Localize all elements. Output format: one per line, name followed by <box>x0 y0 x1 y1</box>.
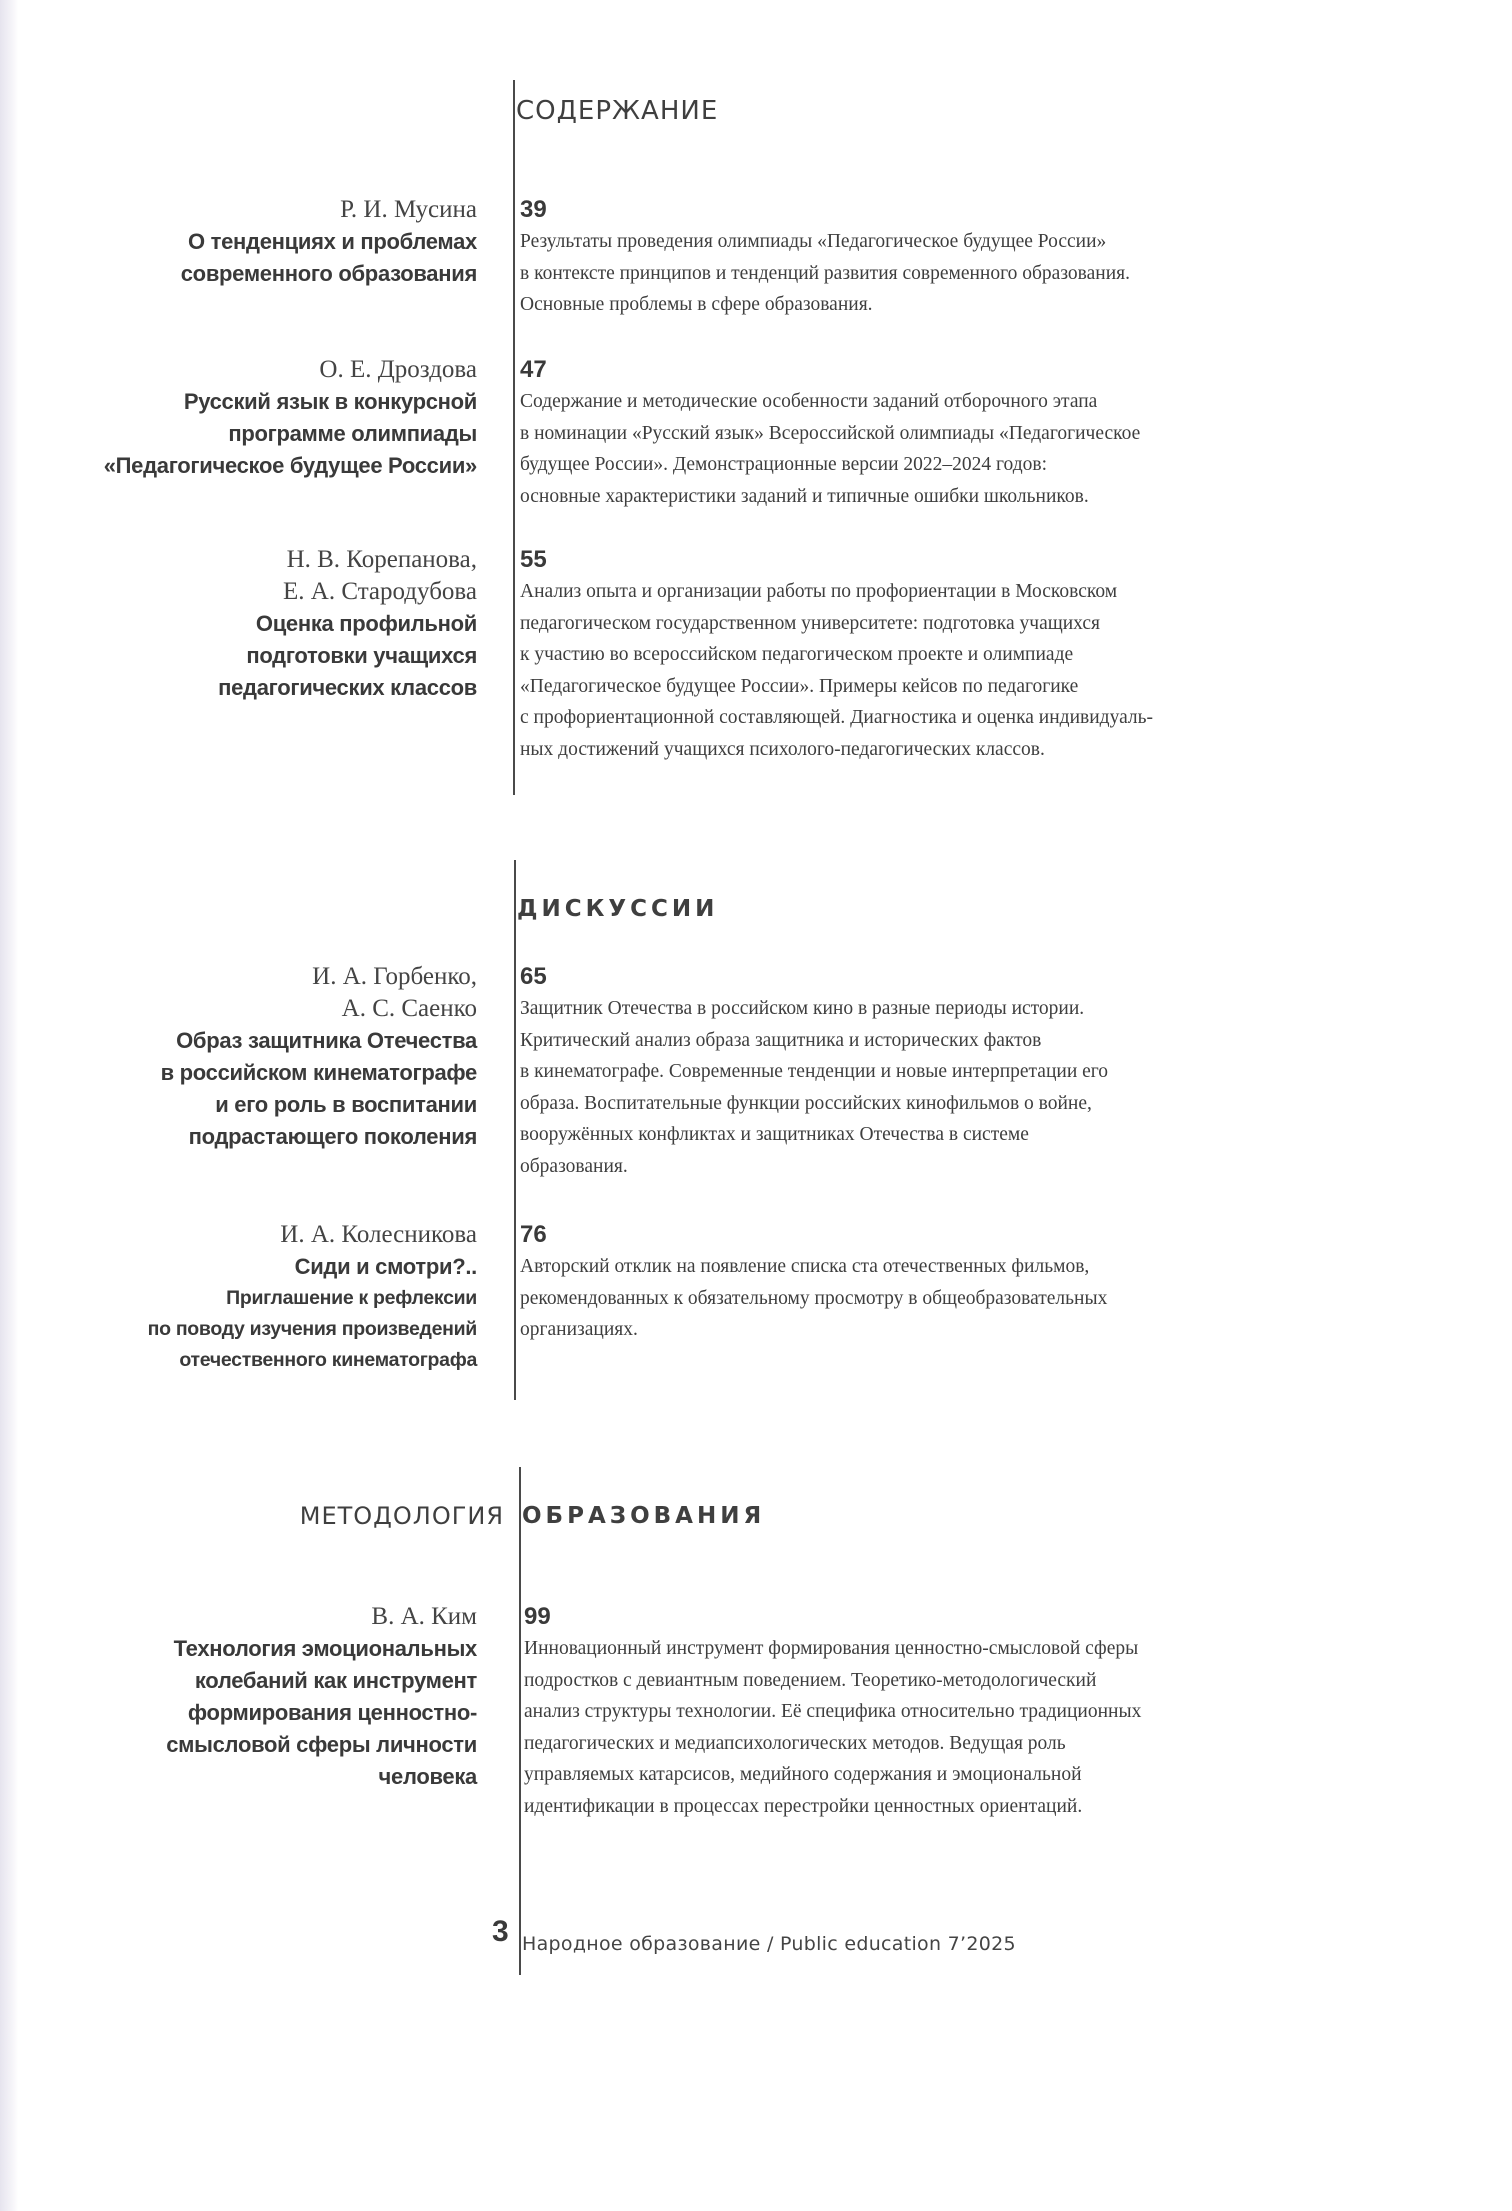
page-title: СОДЕРЖАНИЕ <box>516 96 719 126</box>
entry-description: Защитник Отечества в российском кино в разные периоды истории. Критический анализ образа защитника и исторических фактов в кинематографе. Современные тенденции и новые интерпретации его образа. Воспитательные функции российских кинофильмов о войне, вооружённых конфликтах и защитниках Отечества в системе образования. <box>520 998 1109 1177</box>
entry-title: О тенденциях и проблемах <box>188 229 477 254</box>
column-divider <box>513 80 515 795</box>
toc-entry[interactable] <box>520 961 1340 1182</box>
toc-entry[interactable] <box>520 354 1340 512</box>
entry-author: А. С. Саенко <box>341 995 477 1022</box>
toc-entry-left <box>17 544 477 704</box>
toc-entry[interactable] <box>520 1219 1340 1346</box>
entry-title: программе олимпиады <box>228 421 477 446</box>
entry-author: О. Е. Дроздова <box>319 356 477 383</box>
entry-author: И. А. Колесникова <box>280 1221 477 1248</box>
entry-author: Р. И. Мусина <box>340 196 477 223</box>
entry-page-number[interactable]: 65 <box>520 963 547 990</box>
entry-page-number[interactable]: 76 <box>520 1221 547 1248</box>
journal-footer: Народное образование / Public education 7’2025 <box>522 1933 1016 1955</box>
entry-page-number[interactable]: 39 <box>520 196 547 223</box>
entry-title: формирования ценностно- <box>187 1700 477 1725</box>
page-number: 3 <box>492 1915 509 1948</box>
entry-author: И. А. Горбенко, <box>312 963 477 990</box>
entry-title: Русский язык в конкурсной <box>183 389 477 414</box>
entry-description: Инновационный инструмент формирования ценностно-смысловой сферы подростков с девиантным поведением. Теоретико-методологический анализ структуры технологии. Её специфика относительно традиционных педагогических и медиапсихологических методов. Ведущая роль управляемых катарсисов, медийного содержания и эмоциональной идентификации в процессах перестройки ценностных ориентаций. <box>524 1638 1142 1817</box>
entry-title: смысловой сферы личности <box>166 1732 477 1757</box>
toc-entry[interactable] <box>520 544 1340 765</box>
section-heading-methodology-left: МЕТОДОЛОГИЯ <box>299 1502 504 1530</box>
entry-page-number[interactable]: 47 <box>520 356 547 383</box>
entry-description: Анализ опыта и организации работы по профориентации в Московском педагогическом государственном университете: подготовка учащихся к участию во всероссийском педагогическом проекте и олимпиаде «Педагогическое будущее России». Примеры кейсов по педагогике с профориентационной составляющей. Диагностика и оценка индивидуаль- ных достижений учащихся психолого-педагогических классов. <box>520 581 1154 760</box>
entry-description: Содержание и методические особенности заданий отборочного этапа в номинации «Русский язык» Всероссийской олимпиады «Педагогическое будущее России». Демонстрационные версии 2022–2024 годов: основные характеристики заданий и типичные ошибки школьников. <box>520 391 1141 507</box>
entry-description: Результаты проведения олимпиады «Педагогическое будущее России» в контексте принципов и тенденций развития современного образования. Основные проблемы в сфере образования. <box>520 231 1130 315</box>
entry-title: Сиди и смотри?.. <box>294 1254 477 1279</box>
column-divider <box>519 1467 521 1975</box>
entry-title: «Педагогическое будущее России» <box>103 453 477 478</box>
entry-title: современного образования <box>180 261 477 286</box>
toc-entry-left <box>17 1601 477 1793</box>
entry-title: педагогических классов <box>218 675 477 700</box>
toc-entry-left <box>17 354 477 482</box>
entry-title: подготовки учащихся <box>246 643 477 668</box>
entry-title: Оценка профильной <box>255 611 477 636</box>
entry-title: Технология эмоциональных <box>173 1636 477 1661</box>
entry-subtitle: по поводу изучения произведений <box>147 1318 477 1340</box>
column-divider <box>514 860 516 1400</box>
entry-title: колебаний как инструмент <box>194 1668 477 1693</box>
entry-author: Н. В. Корепанова, <box>286 546 477 573</box>
toc-entry[interactable] <box>524 1601 1344 1822</box>
toc-entry-left <box>17 194 477 290</box>
entry-title: и его роль в воспитании <box>215 1092 477 1117</box>
section-heading-methodology-right: ОБРАЗОВАНИЯ <box>522 1503 766 1529</box>
entry-page-number[interactable]: 99 <box>524 1603 551 1630</box>
entry-page-number[interactable]: 55 <box>520 546 547 573</box>
entry-title: Образ защитника Отечества <box>176 1028 477 1053</box>
section-heading-discussions: ДИСКУССИИ <box>517 896 719 922</box>
page-edge-shadow <box>0 0 18 2211</box>
entry-author: Е. А. Стародубова <box>283 578 477 605</box>
entry-author: В. А. Ким <box>371 1603 477 1630</box>
entry-subtitle: отечественного кинематографа <box>179 1349 477 1371</box>
toc-entry-left <box>17 961 477 1153</box>
entry-title: человека <box>378 1764 477 1789</box>
entry-subtitle: Приглашение к рефлексии <box>226 1287 477 1309</box>
entry-title: в российском кинематографе <box>160 1060 477 1085</box>
entry-description: Авторский отклик на появление списка ста отечественных фильмов, рекомендованных к обязательному просмотру в общеобразовательных организациях. <box>520 1256 1108 1340</box>
entry-title: подрастающего поколения <box>188 1124 477 1149</box>
toc-entry-left <box>17 1219 477 1376</box>
toc-entry[interactable] <box>520 194 1340 321</box>
